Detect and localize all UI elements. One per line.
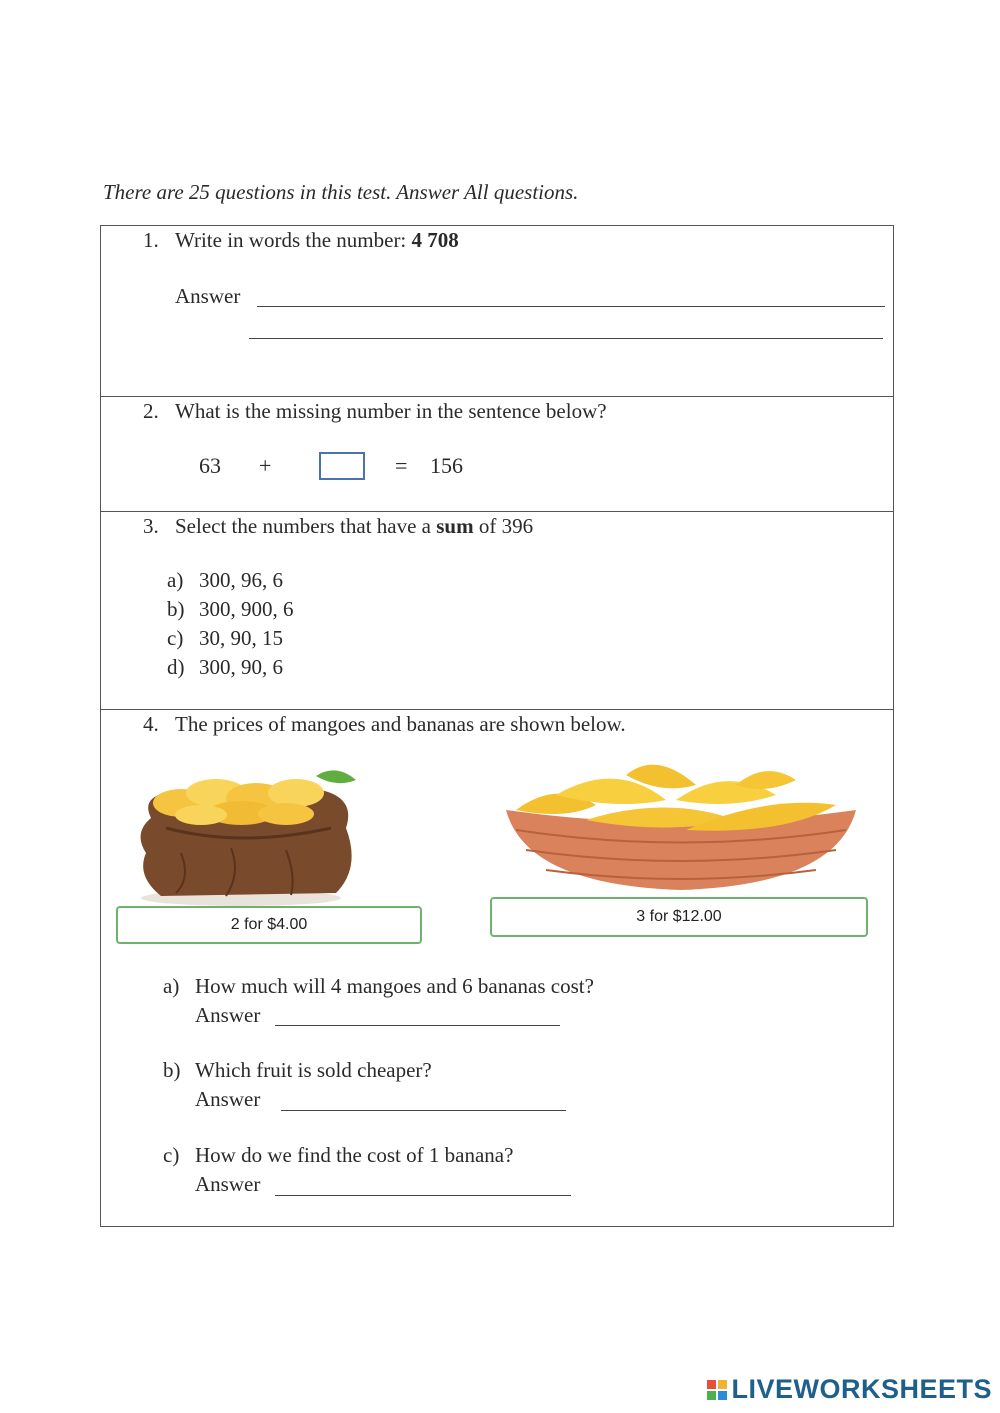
subquestion-c: c) How do we find the cost of 1 banana? <box>163 1143 514 1167</box>
equation-left-operand: 63 <box>199 453 221 478</box>
liveworksheets-brand-text: LIVEWORKSHEETS <box>731 1374 992 1404</box>
mango-sack-image <box>121 758 371 908</box>
option-c[interactable]: c) 30, 90, 15 <box>167 626 283 650</box>
subquestion-c-answer-label: Answer <box>195 1172 261 1196</box>
subquestion-a-answer-label: Answer <box>195 1003 261 1027</box>
question-2-text: 2. What is the missing number in the sentence below? <box>143 399 607 423</box>
question-1-number: 4 708 <box>411 228 459 252</box>
liveworksheets-logo[interactable] <box>707 1374 992 1405</box>
question-4-text: 4. The prices of mangoes and bananas are shown below. <box>143 712 626 736</box>
subquestion-c-answer-line[interactable] <box>275 1195 571 1196</box>
subquestion-b-answer-label: Answer <box>195 1087 261 1111</box>
equation-equals: = <box>395 453 408 478</box>
subquestion-a: a) How much will 4 mangoes and 6 bananas cost? <box>163 974 594 998</box>
question-1-text: 1. Write in words the number: 4 708 <box>143 228 459 252</box>
banana-basket-image <box>496 740 866 895</box>
question-4-box <box>100 709 894 1227</box>
subquestion-b: b) Which fruit is sold cheaper? <box>163 1058 432 1082</box>
option-a[interactable]: a) 300, 96, 6 <box>167 568 283 592</box>
question-2-box <box>100 396 894 512</box>
question-3-text: 3. Select the numbers that have a sum of 396 <box>143 514 534 538</box>
option-d[interactable]: d) 300, 90, 6 <box>167 655 283 679</box>
question-1-box <box>100 225 894 397</box>
test-instructions: There are 25 questions in this test. Answer All questions. <box>103 180 579 204</box>
option-b[interactable]: b) 300, 900, 6 <box>167 597 294 621</box>
mango-price-label: 2 for $4.00 <box>116 906 422 944</box>
question-1-answer-line-2[interactable] <box>249 338 883 339</box>
equation-result: 156 <box>430 453 463 478</box>
subquestion-a-answer-line[interactable] <box>275 1025 560 1026</box>
question-3-box <box>100 511 894 710</box>
equation-plus: + <box>259 453 272 478</box>
question-1-answer-label: Answer <box>175 284 241 308</box>
question-1-answer-line-1[interactable] <box>257 306 885 307</box>
banana-price-label: 3 for $12.00 <box>490 897 868 937</box>
liveworksheets-logo-icon <box>707 1380 727 1400</box>
subquestion-b-answer-line[interactable] <box>281 1110 566 1111</box>
missing-number-input[interactable] <box>319 452 365 480</box>
